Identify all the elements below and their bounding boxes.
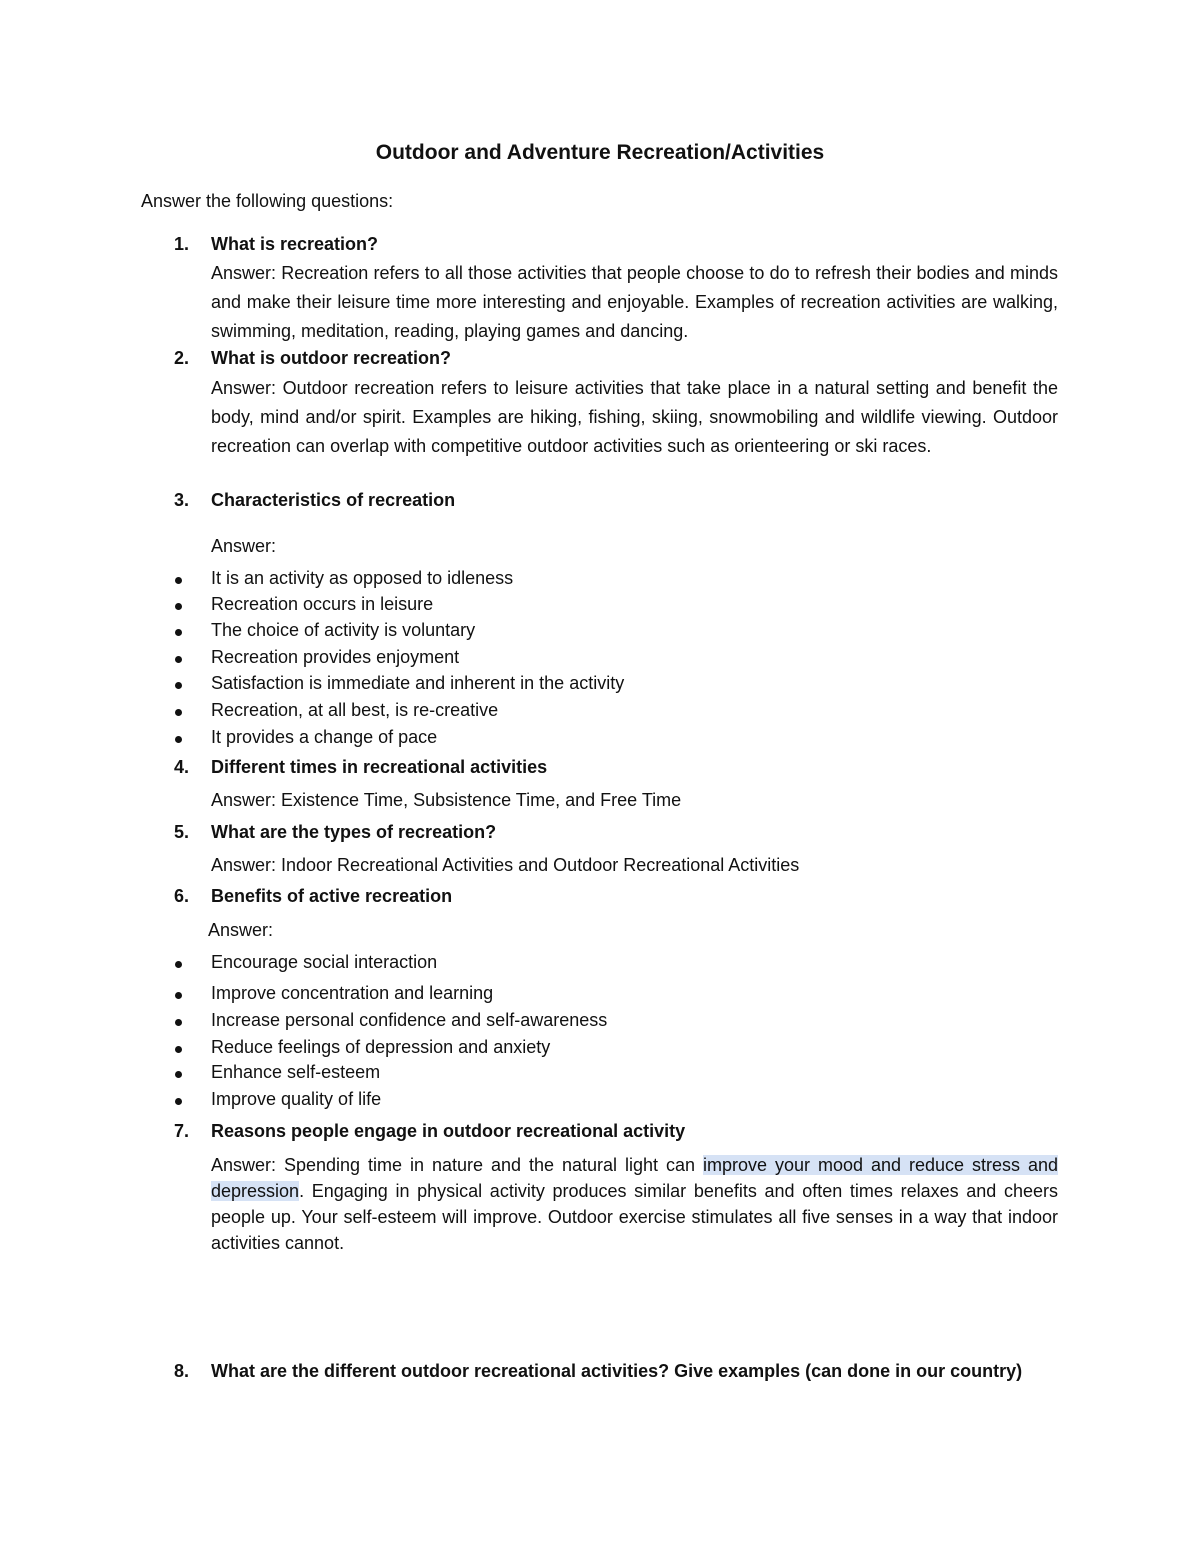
bullet-icon	[175, 656, 182, 663]
list-item: Recreation occurs in leisure	[0, 594, 1200, 618]
list-item: Recreation provides enjoyment	[0, 647, 1200, 671]
list-item: Recreation, at all best, is re-creative	[0, 700, 1200, 724]
q7-question: Reasons people engage in outdoor recreational activity	[211, 1121, 686, 1141]
bullet-icon	[175, 1046, 182, 1053]
list-item: Improve concentration and learning	[0, 983, 1200, 1007]
list-item: Enhance self-esteem	[0, 1062, 1200, 1086]
q2-question: What is outdoor recreation?	[211, 348, 452, 368]
bullet-icon	[175, 736, 182, 743]
bullet-icon	[175, 682, 182, 689]
bullet-icon	[175, 603, 182, 610]
q6-number: 6.	[174, 886, 190, 906]
bullet-icon	[175, 1071, 182, 1078]
list-item: Encourage social interaction	[0, 952, 1200, 976]
q6-answer-label: Answer:	[208, 920, 274, 940]
bullet-icon	[175, 709, 182, 716]
q4-number: 4.	[174, 757, 190, 777]
list-item: Improve quality of life	[0, 1089, 1200, 1113]
bullet-icon	[175, 1019, 182, 1026]
document-title: Outdoor and Adventure Recreation/Activities	[375, 141, 825, 164]
list-item: Satisfaction is immediate and inherent in the activity	[0, 673, 1200, 697]
bullet-icon	[175, 961, 182, 968]
list-item: It is an activity as opposed to idleness	[0, 568, 1200, 592]
q1-answer: Answer: Recreation refers to all those activities that people choose to do to refresh their bodies and minds and make their leisure time more interesting and enjoyable. Examples of recreation activities are walking, swimming, meditation, reading, playing games and dancing.	[211, 263, 1058, 341]
list-item: It provides a change of pace	[0, 727, 1200, 751]
q7-number: 7.	[174, 1121, 190, 1141]
list-item: Reduce feelings of depression and anxiety	[0, 1037, 1200, 1061]
q3-answer-label: Answer:	[211, 536, 277, 556]
q5-answer: Answer: Indoor Recreational Activities and Outdoor Recreational Activities	[211, 855, 800, 875]
list-item: Increase personal confidence and self-awareness	[0, 1010, 1200, 1034]
q4-question: Different times in recreational activities	[211, 757, 548, 777]
q1-number: 1.	[174, 234, 190, 254]
list-item: The choice of activity is voluntary	[0, 620, 1200, 644]
q5-question: What are the types of recreation?	[211, 822, 497, 842]
q5-number: 5.	[174, 822, 190, 842]
q3-number: 3.	[174, 490, 190, 510]
q8-question: What are the different outdoor recreational activities? Give examples (can done in our country)	[211, 1361, 1023, 1381]
intro-text: Answer the following questions:	[141, 191, 394, 211]
q8-number: 8.	[174, 1361, 190, 1381]
bullet-icon	[175, 992, 182, 999]
q3-question: Characteristics of recreation	[211, 490, 456, 510]
q2-answer: Answer: Outdoor recreation refers to leisure activities that take place in a natural setting and benefit the body, mind and/or spirit. Examples are hiking, fishing, skiing, snowmobiling and wildlife viewing. Outdoor recreation can overlap with competitive outdoor activities such as orienteering or ski races.	[211, 378, 1058, 456]
q7-answer: Answer: Spending time in nature and the natural light can improve your mood and reduce stress and depression. Engaging in physical activity produces similar benefits and often times relaxes and cheers people up. Your self-esteem will improve. Outdoor exercise stimulates all five senses in a way that indoor activities cannot.	[211, 1155, 1058, 1253]
bullet-icon	[175, 577, 182, 584]
q6-question: Benefits of active recreation	[211, 886, 453, 906]
q2-number: 2.	[174, 348, 190, 368]
bullet-icon	[175, 1098, 182, 1105]
q1-question: What is recreation?	[211, 234, 379, 254]
bullet-icon	[175, 629, 182, 636]
highlighted-text: improve your mood and reduce stress and depression	[211, 1155, 1058, 1201]
q4-answer: Answer: Existence Time, Subsistence Time, and Free Time	[211, 790, 682, 810]
